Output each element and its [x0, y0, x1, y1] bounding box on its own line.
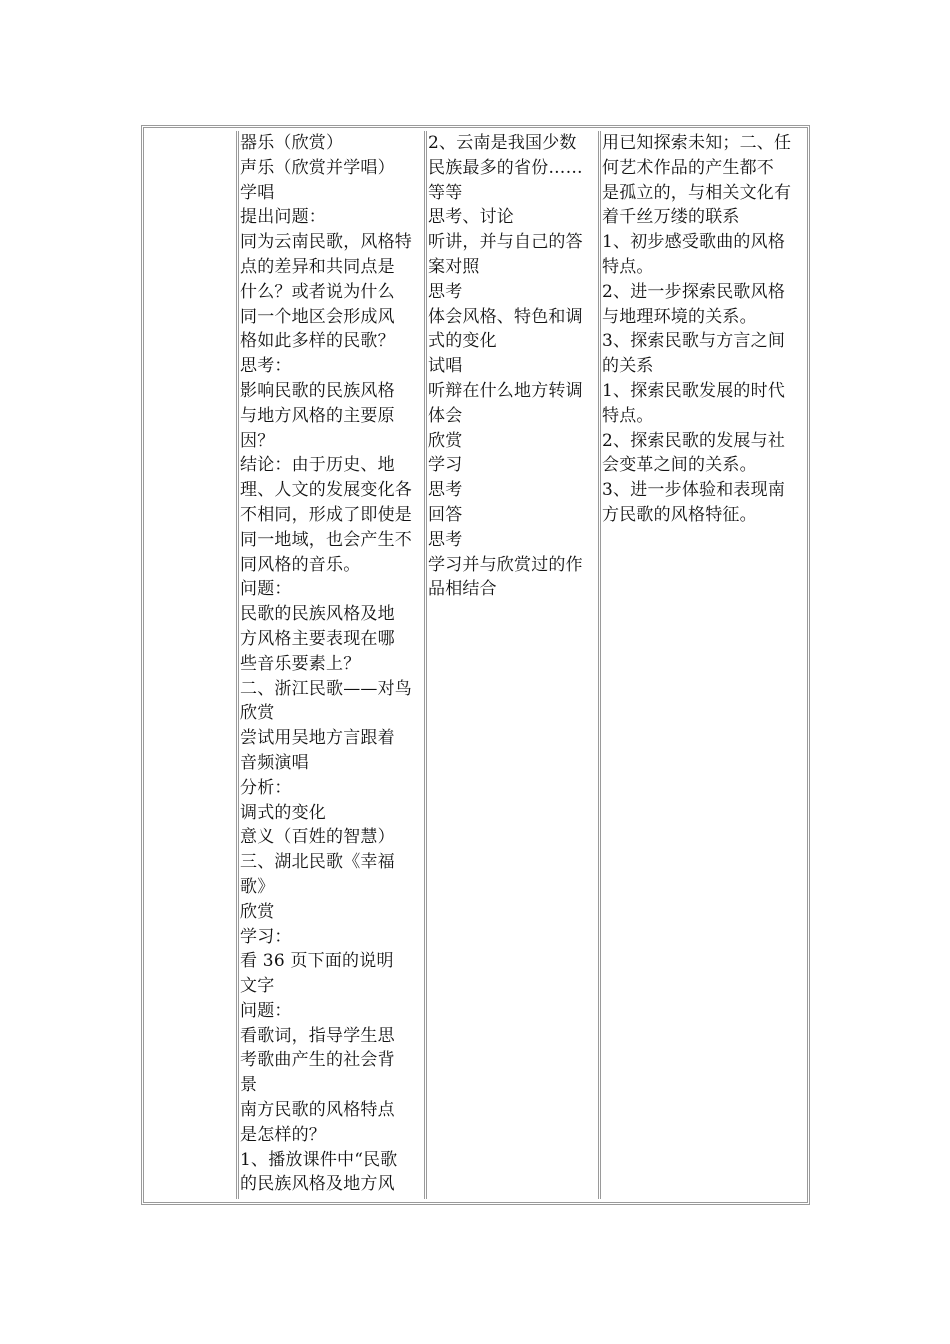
table-column-empty — [147, 131, 233, 1199]
table-column-student-activity — [424, 131, 598, 1199]
text-line: 特点。 — [602, 405, 654, 426]
text-line: 同为云南民歌，风格特 — [240, 232, 412, 253]
text-line: 思考、讨论 — [428, 207, 514, 228]
text-line: 何艺术作品的产生都不 — [602, 157, 774, 178]
text-line: 2、云南是我国少数 — [428, 133, 577, 153]
text-line: 体会风格、特色和调 — [428, 306, 583, 327]
text-line: 1、初步感受歌曲的风格 — [602, 232, 786, 253]
text-line: 学习 — [428, 455, 463, 476]
text-line: 同一地域，也会产生不 — [240, 529, 412, 550]
text-line: 调式的变化 — [240, 802, 326, 823]
text-line: 用已知探索未知；二、任 — [602, 133, 792, 153]
text-line: 回答 — [428, 504, 463, 525]
text-line: 同一个地区会形成风 — [240, 306, 395, 327]
text-line: 1、探索民歌发展的时代 — [602, 380, 786, 401]
text-line: 思考 — [428, 281, 463, 302]
table-column-design-intent — [598, 131, 807, 1199]
teaching-content-lines — [239, 131, 424, 1197]
text-line: 分析： — [240, 777, 292, 798]
text-line: 着千丝万缕的联系 — [602, 207, 740, 228]
text-line: 歌》 — [240, 876, 275, 897]
text-line: 学习并与欣赏过的作 — [428, 554, 583, 575]
text-line: 与地理环境的关系。 — [602, 306, 757, 327]
text-line: 意义（百姓的智慧） — [240, 827, 395, 848]
text-line: 的关系 — [602, 356, 654, 377]
text-line: 音频演唱 — [240, 752, 309, 773]
text-line: 方风格主要表现在哪 — [240, 628, 395, 649]
text-line: 思考 — [428, 529, 463, 550]
text-line: 是孤立的，与相关文化有 — [602, 182, 792, 203]
text-line: 些音乐要素上？ — [240, 653, 361, 674]
text-line: 理、人文的发展变化各 — [240, 480, 412, 501]
text-line: 听讲，并与自己的答 — [428, 232, 583, 253]
text-line: 学唱 — [240, 182, 275, 203]
text-line: 因？ — [240, 430, 275, 451]
text-line: 思考 — [428, 480, 463, 501]
text-line: 不相同，形成了即使是 — [240, 504, 412, 525]
text-line: 等等 — [428, 182, 463, 203]
text-line: 考歌曲产生的社会背 — [240, 1050, 395, 1071]
text-line: 与地方风格的主要原 — [240, 405, 395, 426]
text-line: 学习： — [240, 926, 292, 947]
text-line: 民族最多的省份…… — [428, 157, 583, 178]
text-line: 声乐（欣赏并学唱） — [240, 157, 395, 178]
text-line: 1、播放课件中“民歌 — [240, 1149, 398, 1170]
text-line: 南方民歌的风格特点 — [240, 1100, 395, 1121]
text-line: 格如此多样的民歌？ — [240, 331, 395, 352]
text-line: 景 — [240, 1075, 258, 1096]
text-line: 看歌词，指导学生思 — [240, 1025, 395, 1046]
text-line: 欣赏 — [240, 901, 275, 922]
lesson-table — [141, 125, 810, 1205]
text-line: 试唱 — [428, 356, 463, 377]
text-line: 体会 — [428, 405, 463, 426]
text-line: 3、进一步体验和表现南 — [602, 480, 786, 501]
text-line: 民歌的民族风格及地 — [240, 604, 395, 625]
text-line: 问题： — [240, 579, 292, 600]
text-line: 2、进一步探索民歌风格 — [602, 281, 786, 302]
text-line: 提出问题： — [240, 207, 326, 228]
text-line: 案对照 — [428, 256, 480, 277]
text-line: 是怎样的？ — [240, 1124, 326, 1145]
text-line: 尝试用吴地方言跟着 — [240, 728, 395, 749]
text-line: 欣赏 — [240, 703, 275, 724]
text-line: 什么？或者说为什么 — [240, 281, 395, 302]
text-line: 二、浙江民歌——对鸟 — [240, 678, 412, 699]
text-line: 听辩在什么地方转调 — [428, 380, 583, 401]
text-line: 点的差异和共同点是 — [240, 256, 395, 277]
text-line: 问题： — [240, 1000, 292, 1021]
text-line: 器乐（欣赏） — [240, 133, 344, 153]
text-line: 三、湖北民歌《幸福 — [240, 852, 395, 873]
text-line: 看 36 页下面的说明 — [240, 951, 394, 972]
text-line: 同风格的音乐。 — [240, 554, 361, 575]
text-line: 结论：由于历史、地 — [240, 455, 395, 476]
text-line: 欣赏 — [428, 430, 463, 451]
text-line: 思考： — [240, 356, 292, 377]
text-line: 的民族风格及地方风 — [240, 1174, 395, 1195]
text-line: 3、探索民歌与方言之间 — [602, 331, 786, 352]
text-line: 式的变化 — [428, 331, 497, 352]
text-line: 影响民歌的民族风格 — [240, 380, 395, 401]
text-line: 文字 — [240, 976, 275, 997]
text-line: 2、探索民歌的发展与社 — [602, 430, 786, 451]
text-line: 方民歌的风格特征。 — [602, 504, 757, 525]
table-column-teaching-content — [236, 131, 424, 1199]
text-line: 会变革之间的关系。 — [602, 455, 757, 476]
design-intent-lines — [601, 131, 807, 528]
text-line: 特点。 — [602, 256, 654, 277]
student-activity-lines — [427, 131, 598, 602]
text-line: 品相结合 — [428, 579, 497, 600]
